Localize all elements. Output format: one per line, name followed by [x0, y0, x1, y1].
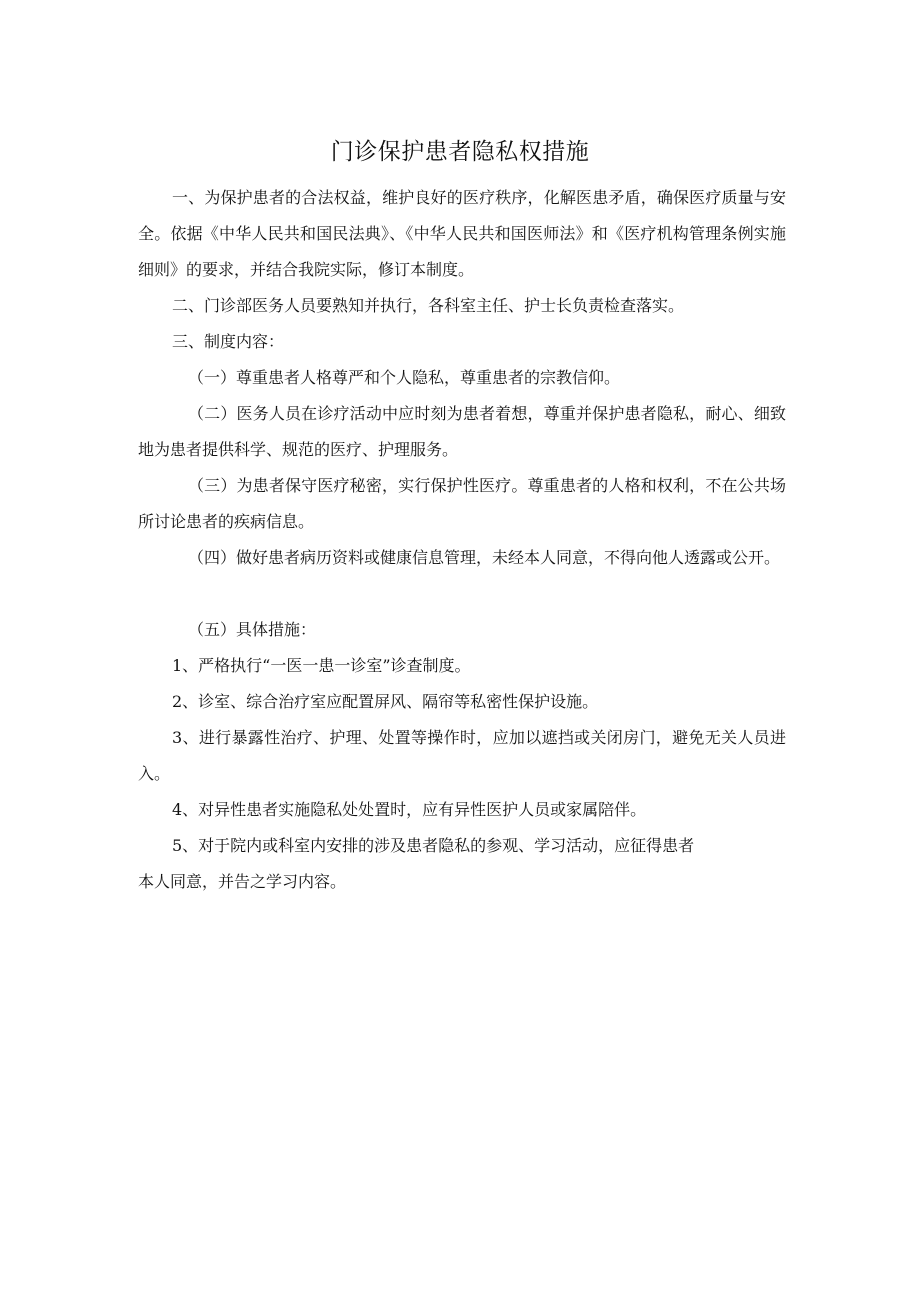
paragraph-item-5-heading: （五）具体措施： [188, 620, 317, 639]
measure-2: 2、诊室、综合治疗室应配置屏风、隔帘等私密性保护设施。 [172, 692, 599, 711]
document-title: 门诊保护患者隐私权措施 [330, 139, 590, 165]
paragraph-item-4: （四）做好患者病历资料或健康信息管理，未经本人同意，不得向他人透露或公开。 [188, 548, 781, 567]
paragraph-item-2: （二）医务人员在诊疗活动中应时刻为患者着想，尊重并保护患者隐私，耐心、细致地为患者提供科学、规范的医疗、护理服务。 [138, 404, 786, 459]
paragraph-item-1: （一）尊重患者人格尊严和个人隐私，尊重患者的宗教信仰。 [188, 368, 621, 387]
measure-5-continued: 本人同意，并告之学习内容。 [138, 872, 347, 891]
paragraph-item-3: （三）为患者保守医疗秘密，实行保护性医疗。尊重患者的人格和权利，不在公共场所讨论患者的疾病信息。 [138, 476, 786, 531]
paragraph-3-content-heading: 三、制度内容： [172, 332, 285, 351]
paragraph-1-purpose: 一、为保护患者的合法权益，维护良好的医疗秩序，化解医患矛盾，确保医疗质量与安全。依据《中华人民共和国民法典》、《中华人民共和国医师法》和《医疗机构管理条例实施细则》的要求，并结合我院实际，修订本制度。 [138, 188, 786, 279]
measure-5: 5、对于院内或科室内安排的涉及患者隐私的参观、学习活动，应征得患者 [172, 836, 695, 855]
measure-1: 1、严格执行“一医一患一诊室”诊查制度。 [172, 656, 471, 675]
measure-3: 3、进行暴露性治疗、护理、处置等操作时，应加以遮挡或关闭房门，避免无关人员进入。 [138, 728, 786, 783]
paragraph-2-execution: 二、门诊部医务人员要熟知并执行，各科室主任、护士长负责检查落实。 [172, 296, 685, 315]
measure-4: 4、对异性患者实施隐私处处置时，应有异性医护人员或家属陪伴。 [172, 800, 647, 819]
